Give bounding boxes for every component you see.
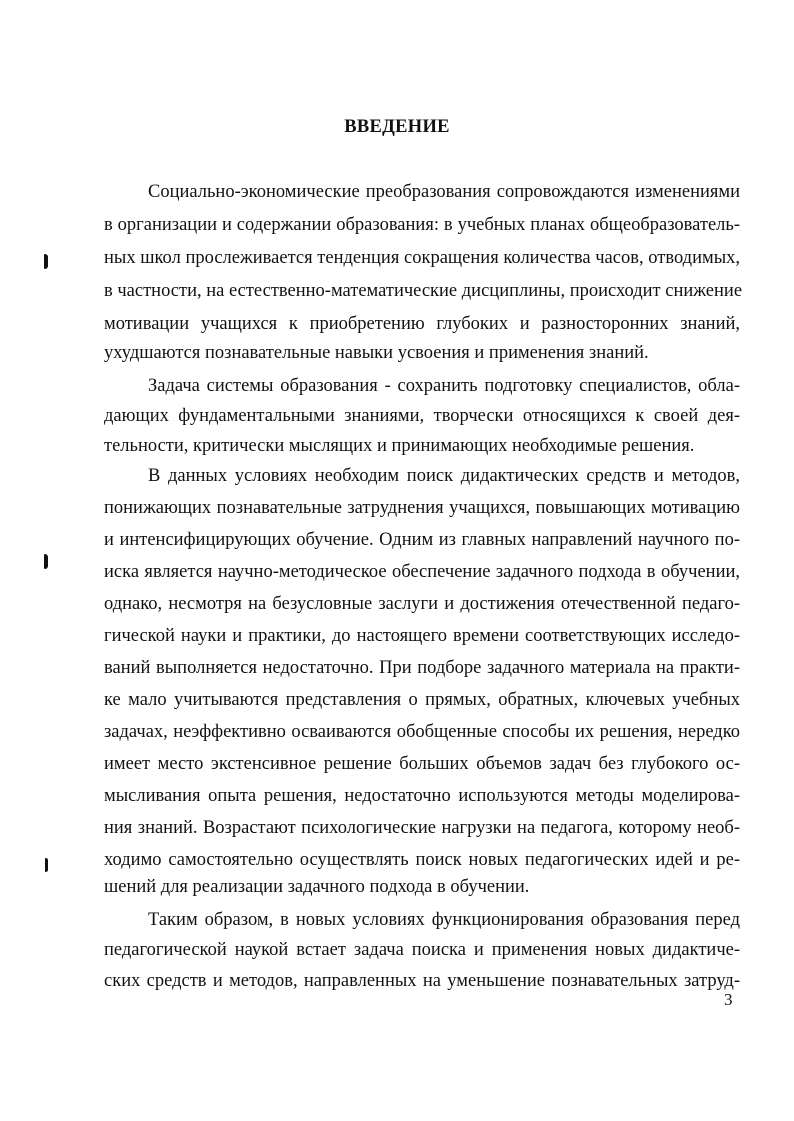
text-line: ских средств и методов, направленных на уменьшение познавательных затруд- [104, 971, 740, 991]
text-line: и интенсифицирующих обучение. Одним из главных направлений научного по- [104, 530, 740, 550]
text-line: мотивации учащихся к приобретению глубоких и разносторонних знаний, [104, 314, 740, 334]
text-line: Задача системы образования - сохранить подготовку специалистов, обла- [148, 376, 740, 396]
text-line: задачах, неэффективно осваиваются обобщенные способы их решения, нередко [104, 722, 740, 742]
text-line: ния знаний. Возрастают психологические нагрузки на педагога, которому необ- [104, 818, 740, 838]
text-line: иска является научно-методическое обеспечение задачного подхода в обучении, [104, 562, 740, 582]
text-line: Таким образом, в новых условиях функционирования образования перед [148, 910, 740, 930]
text-line: однако, несмотря на безусловные заслуги и достижения отечественной педаго- [104, 594, 740, 614]
text-line: ваний выполняется недостаточно. При подборе задачного материала на практи- [104, 658, 740, 678]
text-line: В данных условиях необходим поиск дидактических средств и методов, [148, 466, 740, 486]
page-number: 3 [724, 990, 733, 1009]
text-line: педагогической наукой встает задача поиска и применения новых дидактиче- [104, 940, 740, 960]
binding-hole-mark [44, 554, 48, 569]
text-line: ке мало учитываются представления о прямых, обратных, ключевых учебных [104, 690, 740, 710]
binding-hole-mark [45, 858, 48, 872]
text-line: гической науки и практики, до настоящего времени соответствующих исследо- [104, 626, 740, 646]
text-line: Социально-экономические преобразования сопровождаются изменениями [148, 182, 740, 202]
text-line: тельности, критически мыслящих и принимающих необходимые решения. [104, 436, 695, 456]
text-line: шений для реализации задачного подхода в обучении. [104, 877, 530, 897]
text-line: имеет место экстенсивное решение больших объемов задач без глубокого ос- [104, 754, 740, 774]
text-line: ходимо самостоятельно осуществлять поиск новых педагогических идей и ре- [104, 850, 740, 870]
text-line: в организации и содержании образования: в учебных планах общеобразователь- [104, 215, 740, 235]
binding-hole-mark [44, 254, 48, 269]
text-line: мысливания опыта решения, недостаточно используются методы моделирова- [104, 786, 740, 806]
text-line: в частности, на естественно-математические дисциплины, происходит снижение [104, 281, 743, 301]
text-line: ухудшаются познавательные навыки усвоения и применения знаний. [104, 343, 649, 363]
text-line: ных школ прослеживается тенденция сокращения количества часов, отводимых, [104, 248, 740, 268]
text-line: дающих фундаментальными знаниями, творчески относящихся к своей дея- [104, 406, 740, 426]
page-title: ВВЕДЕНИЕ [344, 117, 450, 137]
text-line: понижающих познавательные затруднения учащихся, повышающих мотивацию [104, 498, 740, 518]
